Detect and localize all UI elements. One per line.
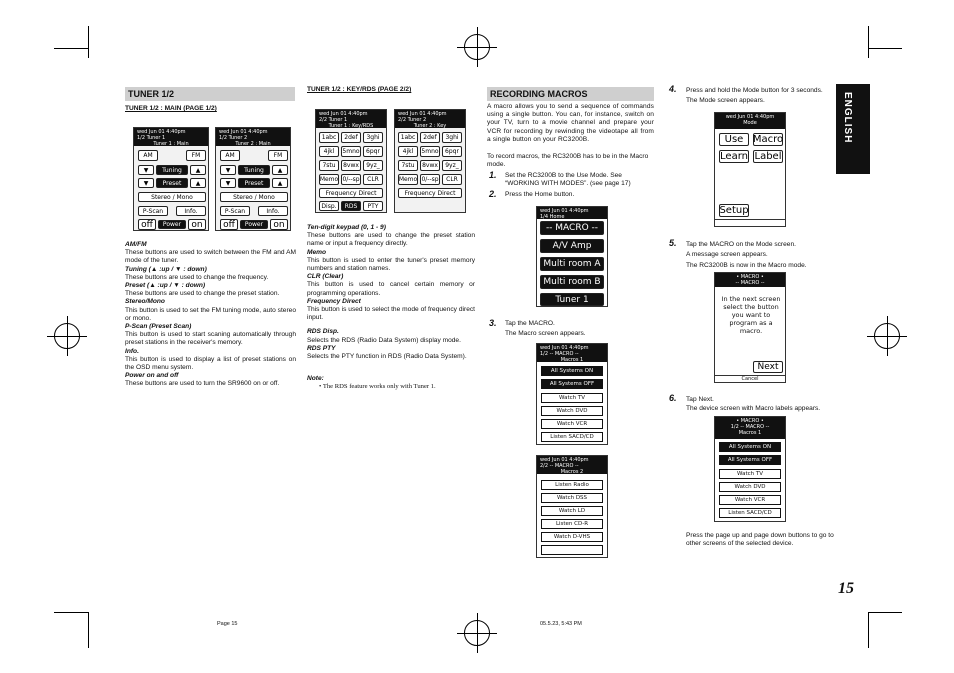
power-on-button[interactable]: on — [270, 219, 288, 230]
macro-item[interactable]: Watch LD — [541, 506, 603, 516]
item-heading: RDS PTY — [307, 344, 336, 352]
step-4-text: Press and hold the Mode button for 3 seconds. — [686, 87, 823, 94]
macro-item[interactable]: Listen SACD/CD — [719, 508, 781, 518]
setup-mode-button[interactable]: Setup — [719, 205, 749, 216]
language-tab: ENGLISH — [836, 84, 870, 174]
step-6-text: Tap Next. — [686, 396, 714, 403]
item-text: This button is used to cancel certain memory or programming operations. — [307, 281, 475, 297]
registration-mark — [54, 323, 80, 349]
item-heading: Info. — [125, 347, 139, 355]
step-2-number: 2. — [489, 189, 497, 199]
memo-button[interactable]: Memo — [319, 176, 339, 183]
key-2-button[interactable]: 2def — [341, 132, 361, 143]
macro-item[interactable]: All Systems OFF — [719, 455, 781, 465]
power-label: Power — [240, 220, 268, 229]
macro-message-screen — [714, 272, 786, 383]
step-5-text-c: The RC3200B is now in the Macro mode. — [686, 262, 807, 269]
next-button[interactable]: Next — [753, 361, 783, 373]
key-1-button[interactable]: 1abc — [398, 132, 418, 143]
label-mode-button[interactable]: Label — [754, 151, 782, 162]
macro-mode-button[interactable]: Macro — [752, 134, 784, 145]
step-6-number: 6. — [669, 393, 677, 403]
item-heading: Frequency Direct — [307, 297, 361, 305]
step-6-text-b: The device screen with Macro labels appears. — [686, 405, 821, 412]
crop-mark — [868, 612, 869, 648]
key-8-button[interactable]: 8vwx — [341, 160, 361, 171]
tuning-up-button[interactable]: ▲ — [272, 165, 288, 175]
tuning-down-button[interactable]: ▼ — [220, 165, 236, 175]
subtitle-tuner-main: TUNER 1/2 : MAIN (PAGE 1/2) — [125, 105, 217, 112]
macro-screen-2 — [536, 455, 608, 558]
step-4-text-b: The Mode screen appears. — [686, 97, 765, 104]
use-mode-button[interactable]: Use — [719, 133, 749, 146]
pscan-button[interactable]: P-Scan — [220, 206, 250, 216]
crop-mark — [54, 48, 88, 49]
key-3-button[interactable]: 3ghi — [442, 132, 462, 143]
fm-button[interactable]: FM — [186, 150, 206, 161]
screen-header: wed Jun 01 4:40pm 2/2 Tuner 2 Tuner 2 : Key — [395, 110, 465, 128]
key-9-button[interactable]: 9yz_ — [442, 160, 462, 171]
memo-button[interactable]: Memo — [398, 176, 418, 183]
key-7-button[interactable]: 7stu — [319, 160, 339, 171]
macro-item[interactable]: Watch DSS — [541, 493, 603, 503]
key-5-button[interactable]: 5mno — [421, 148, 439, 155]
footer-right: 05.5.23, 5:43 PM — [540, 621, 582, 627]
key-0-button[interactable]: 0/--sp — [342, 176, 360, 183]
macro-item[interactable]: Watch DVD — [541, 406, 603, 416]
macro-item[interactable]: All Systems ON — [541, 366, 603, 376]
screen-header: wed Jun 01 4:40pm 2/2 Tuner 1 Tuner 1 : Key/RDS — [316, 110, 386, 128]
learn-mode-button[interactable]: Learn — [720, 151, 748, 162]
item-heading: Power on and off — [125, 372, 179, 380]
screen-header: wed Jun 01 4:40pm Mode — [715, 113, 785, 129]
step-5-number: 5. — [669, 238, 677, 248]
preset-down-button[interactable]: ▼ — [138, 178, 154, 188]
screen-header: wed Jun 01 4:40pm 1/2 Tuner 1 Tuner 1 : Main — [134, 128, 208, 146]
home-macro-button[interactable]: -- MACRO -- — [540, 221, 604, 235]
macro-item[interactable]: Watch VCR — [719, 495, 781, 505]
item-text: This button is used to select the mode of frequency direct input. — [307, 306, 475, 322]
macro-item[interactable]: All Systems OFF — [541, 379, 603, 389]
rds-button[interactable]: RDS — [341, 201, 361, 211]
item-text: This button is used to display a list of preset stations on the OSD menu system. — [125, 355, 296, 372]
key-3-button[interactable]: 3ghi — [363, 132, 383, 143]
step-5-text: Tap the MACRO on the Mode screen. — [686, 241, 796, 248]
home-screen — [536, 206, 608, 307]
tuning-label: Tuning — [156, 165, 188, 175]
crop-mark — [88, 26, 89, 58]
preset-up-button[interactable]: ▲ — [190, 178, 206, 188]
softkey-bar — [715, 219, 785, 226]
tuner1-main-screen — [133, 127, 209, 231]
key-6-button[interactable]: 6pqr — [363, 146, 383, 157]
item-text: These buttons are used to change the preset station name or input a frequency directly. — [307, 232, 475, 248]
item-heading: Ten-digit keypad (0, 1 - 9) — [307, 224, 386, 231]
tuner1-key-screen — [315, 109, 387, 213]
page-number: 15 — [838, 580, 854, 597]
item-text: Selects the RDS (Radio Data System) display mode. — [307, 336, 461, 344]
am-button[interactable]: AM — [220, 150, 240, 161]
mode-screen — [714, 112, 786, 227]
section-title-tuner: TUNER 1/2 — [125, 87, 295, 101]
crop-mark — [88, 612, 89, 648]
step-5-text-b: A message screen appears. — [686, 251, 768, 258]
tuning-up-button[interactable]: ▲ — [190, 165, 206, 175]
registration-mark — [464, 34, 490, 60]
tuning-down-button[interactable]: ▼ — [138, 165, 154, 175]
registration-mark — [464, 620, 490, 646]
cancel-button[interactable]: Cancel — [715, 375, 785, 382]
item-heading: Memo — [307, 248, 327, 256]
preset-label: Preset — [156, 178, 188, 188]
frequency-direct-button[interactable]: Frequency Direct — [398, 188, 462, 198]
frequency-direct-button[interactable]: Frequency Direct — [319, 188, 383, 198]
clr-button[interactable]: CLR — [442, 174, 462, 185]
key-0-button[interactable]: 0/--sp — [421, 176, 439, 183]
item-heading: CLR (Clear) — [307, 273, 344, 281]
key-7-button[interactable]: 7stu — [398, 160, 418, 171]
item-heading: Stereo/Mono — [125, 298, 165, 306]
screen-header: • MACRO • 1/2 -- MACRO -- Macros 1 — [715, 417, 785, 439]
item-heading: Preset (▲ :up / ▼ : down) — [125, 282, 206, 290]
pscan-button[interactable]: P-Scan — [138, 206, 168, 216]
item-text: Selects the PTY function in RDS (Radio Data System). — [307, 353, 467, 361]
step-3-text-b: The Macro screen appears. — [505, 330, 586, 337]
key-4-button[interactable]: 4jkl — [398, 146, 418, 157]
screen-header: • MACRO • -- MACRO -- — [715, 273, 785, 287]
item-heading: RDS Disp. — [307, 328, 339, 336]
tuner2-key-screen — [394, 109, 466, 213]
home-multi-room-b-button[interactable]: Multi room B — [540, 275, 604, 289]
tuner2-main-screen — [215, 127, 291, 231]
footer-left: Page 15 — [217, 621, 238, 627]
macro-screen-1 — [536, 343, 608, 445]
item-text: This button is used to start scaning automatically through preset stations in the receiver's memory. — [125, 331, 296, 347]
crop-mark — [54, 612, 88, 613]
macro-message: In the next screen select the button you want to program as a macro. — [721, 295, 781, 335]
step-1-text: Set the RC3200B to the Use Mode. See “WORKING WITH MODES”. (see page 17) — [505, 172, 631, 188]
macro-item[interactable]: Watch D-VHS — [541, 532, 603, 542]
macro-item[interactable]: Watch DVD — [719, 482, 781, 492]
crop-mark — [868, 26, 869, 58]
macros-intro-2: To record macros, the RC3200B has to be in the Macro mode. — [487, 153, 649, 169]
macro-item[interactable]: All Systems ON — [719, 442, 781, 452]
macros-intro: A macro allows you to send a sequence of commands using a single button. You can, for instance, switch on your TV, turn to a movie channel and prepare your VCR for recording by rewinding the videotape all from a single button on your RC3200B. — [487, 103, 654, 143]
screen-header: wed Jun 01 4:40pm 1/4 Home — [537, 207, 607, 219]
home-tuner-1-button[interactable]: Tuner 1 — [540, 293, 604, 306]
item-text: These buttons are used to change the preset station. — [125, 290, 280, 298]
note-title: Note: — [307, 375, 324, 383]
preset-label: Preset — [238, 178, 270, 188]
preset-down-button[interactable]: ▼ — [220, 178, 236, 188]
preset-up-button[interactable]: ▲ — [272, 178, 288, 188]
item-heading: P-Scan (Preset Scan) — [125, 323, 192, 331]
tuner-key-descriptions — [307, 224, 475, 392]
key-2-button[interactable]: 2def — [420, 132, 440, 143]
macro-item[interactable]: Listen Radio — [541, 480, 603, 490]
item-text: This button is used to set the FM tuning mode, auto stereo or mono. — [125, 306, 296, 322]
info-button[interactable]: Info. — [258, 206, 288, 216]
note-text: • The RDS feature works only with Tuner 1. — [319, 383, 436, 391]
step-3-number: 3. — [489, 318, 497, 328]
item-text: This button is used to enter the tuner's preset memory numbers and station names. — [307, 256, 475, 273]
section-title-recording-macros: RECORDING MACROS — [487, 87, 654, 101]
power-on-button[interactable]: on — [188, 219, 206, 230]
fm-button[interactable]: FM — [268, 150, 288, 161]
tuner-main-descriptions — [125, 241, 296, 389]
screen-header: wed Jun 01 4:40pm 1/2 Tuner 2 Tuner 2 : Main — [216, 128, 290, 146]
macro-item[interactable]: Watch TV — [719, 469, 781, 479]
rds-disp-button[interactable]: Disp. — [319, 201, 339, 211]
macro-item[interactable]: Listen SACD/CD — [541, 432, 603, 442]
screen-header: wed Jun 01 4:40pm 1/2 -- MACRO -- Macros 1 — [537, 344, 607, 362]
step-3-text: Tap the MACRO. — [505, 320, 555, 327]
power-off-button[interactable]: off — [138, 219, 156, 230]
screen-header: wed Jun 01 4:40pm 2/2 -- MACRO -- Macros 2 — [537, 456, 607, 474]
step-4-number: 4. — [669, 84, 677, 94]
info-button[interactable]: Info. — [176, 206, 206, 216]
item-text: These buttons are used to change the frequency. — [125, 273, 269, 281]
step-1-number: 1. — [489, 170, 497, 180]
key-5-button[interactable]: 5mno — [342, 148, 360, 155]
macro-labels-screen — [714, 416, 786, 522]
step-2-text: Press the Home button. — [505, 191, 575, 198]
macro-item[interactable]: Watch VCR — [541, 419, 603, 429]
key-1-button[interactable]: 1abc — [319, 132, 339, 143]
macro-item[interactable]: Listen CD-R — [541, 519, 603, 529]
key-6-button[interactable]: 6pqr — [442, 146, 462, 157]
item-text: These buttons are used to switch between the FM and AM mode of the tuner. — [125, 249, 296, 265]
key-9-button[interactable]: 9yz_ — [363, 160, 383, 171]
macro-item-empty[interactable] — [541, 545, 603, 555]
closing-text: Press the page up and page down buttons to go to other screens of the selected device. — [686, 532, 834, 548]
item-text: These buttons are used to turn the SR9600 on or off. — [125, 380, 280, 388]
stereo-mono-button[interactable]: Stereo / Mono — [220, 192, 288, 202]
key-8-button[interactable]: 8vwx — [420, 160, 440, 171]
tuning-label: Tuning — [238, 165, 270, 175]
home-av-amp-button[interactable]: A/V Amp — [540, 239, 604, 253]
crop-mark — [868, 48, 902, 49]
am-button[interactable]: AM — [138, 150, 158, 161]
stereo-mono-button[interactable]: Stereo / Mono — [138, 192, 206, 202]
item-heading: AM/FM — [125, 241, 147, 248]
power-label: Power — [158, 220, 186, 229]
power-off-button[interactable]: off — [220, 219, 238, 230]
registration-mark — [874, 323, 900, 349]
subtitle-tuner-key: TUNER 1/2 : KEY/RDS (PAGE 2/2) — [307, 86, 412, 93]
home-multi-room-a-button[interactable]: Multi room A — [540, 257, 604, 271]
rds-pty-button[interactable]: PTY — [363, 201, 383, 211]
crop-mark — [868, 612, 902, 613]
item-heading: Tuning (▲ :up / ▼ : down) — [125, 265, 207, 273]
macro-item[interactable]: Watch TV — [541, 393, 603, 403]
key-4-button[interactable]: 4jkl — [319, 146, 339, 157]
clr-button[interactable]: CLR — [363, 174, 383, 185]
